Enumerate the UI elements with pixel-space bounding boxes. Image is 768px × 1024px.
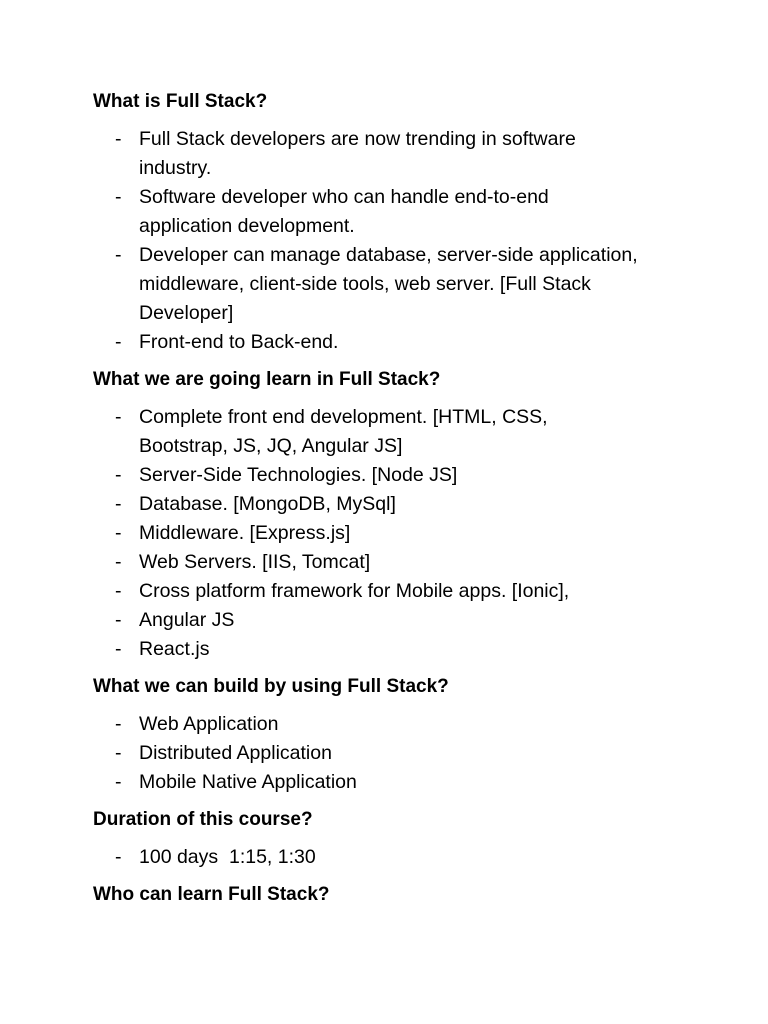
list-item-text: Database. [MongoDB, MySql] xyxy=(139,493,396,515)
bullet-list xyxy=(93,403,708,664)
list-item-text: Middleware. [Express.js] xyxy=(139,522,351,544)
dash-bullet: - xyxy=(115,771,122,793)
section-what-is-full-stack xyxy=(93,88,708,357)
section-heading: Duration of this course? xyxy=(93,809,313,830)
list-item xyxy=(93,635,619,664)
list-item-text: Developer can manage database, server-side application, middleware, client-side tools, web server. [Full Stack Developer] xyxy=(139,244,638,324)
list-item-text: Web Servers. [IIS, Tomcat] xyxy=(139,551,371,573)
dash-bullet: - xyxy=(115,331,122,353)
dash-bullet: - xyxy=(115,846,122,868)
dash-bullet: - xyxy=(115,186,122,208)
list-item-text: Complete front end development. [HTML, CSS, Bootstrap, JS, JQ, Angular JS] xyxy=(139,406,548,457)
dash-bullet: - xyxy=(115,713,122,735)
bullet-list xyxy=(93,843,708,872)
section-heading: Who can learn Full Stack? xyxy=(93,884,330,905)
list-item-text: 100 days 1:15, 1:30 xyxy=(139,846,316,868)
list-item xyxy=(93,710,619,739)
list-item xyxy=(93,328,619,357)
dash-bullet: - xyxy=(115,609,122,631)
list-item xyxy=(93,403,619,461)
section-what-we-learn xyxy=(93,366,708,664)
list-item-text: Server-Side Technologies. [Node JS] xyxy=(139,464,458,486)
list-item-text: Full Stack developers are now trending in software industry. xyxy=(139,128,576,179)
list-item xyxy=(93,768,619,797)
list-item-text: Web Application xyxy=(139,713,279,735)
list-item xyxy=(93,843,619,872)
dash-bullet: - xyxy=(115,406,122,428)
list-item xyxy=(93,606,619,635)
list-item-text: Cross platform framework for Mobile apps. [Ionic], xyxy=(139,580,570,602)
section-heading: What we can build by using Full Stack? xyxy=(93,676,449,697)
dash-bullet: - xyxy=(115,464,122,486)
dash-bullet: - xyxy=(115,128,122,150)
list-item-text: React.js xyxy=(139,638,210,660)
list-item xyxy=(93,577,679,606)
list-item xyxy=(93,519,619,548)
list-item xyxy=(93,241,659,328)
bullet-list xyxy=(93,710,708,797)
dash-bullet: - xyxy=(115,522,122,544)
dash-bullet: - xyxy=(115,493,122,515)
section-heading: What we are going learn in Full Stack? xyxy=(93,369,441,390)
list-item-text: Distributed Application xyxy=(139,742,332,764)
list-item xyxy=(93,739,619,768)
section-heading: What is Full Stack? xyxy=(93,91,268,112)
list-item xyxy=(93,490,619,519)
dash-bullet: - xyxy=(115,638,122,660)
list-item-text: Angular JS xyxy=(139,609,235,631)
section-who-can-learn xyxy=(93,881,708,909)
dash-bullet: - xyxy=(115,244,122,266)
list-item-text: Front-end to Back-end. xyxy=(139,331,339,353)
bullet-list xyxy=(93,125,708,357)
list-item-text: Mobile Native Application xyxy=(139,771,357,793)
section-duration xyxy=(93,806,708,872)
list-item xyxy=(93,125,619,183)
dash-bullet: - xyxy=(115,580,122,602)
section-what-we-build xyxy=(93,673,708,797)
list-item-text: Software developer who can handle end-to-end application development. xyxy=(139,186,549,237)
list-item xyxy=(93,548,619,577)
list-item xyxy=(93,183,619,241)
dash-bullet: - xyxy=(115,551,122,573)
dash-bullet: - xyxy=(115,742,122,764)
list-item xyxy=(93,461,619,490)
